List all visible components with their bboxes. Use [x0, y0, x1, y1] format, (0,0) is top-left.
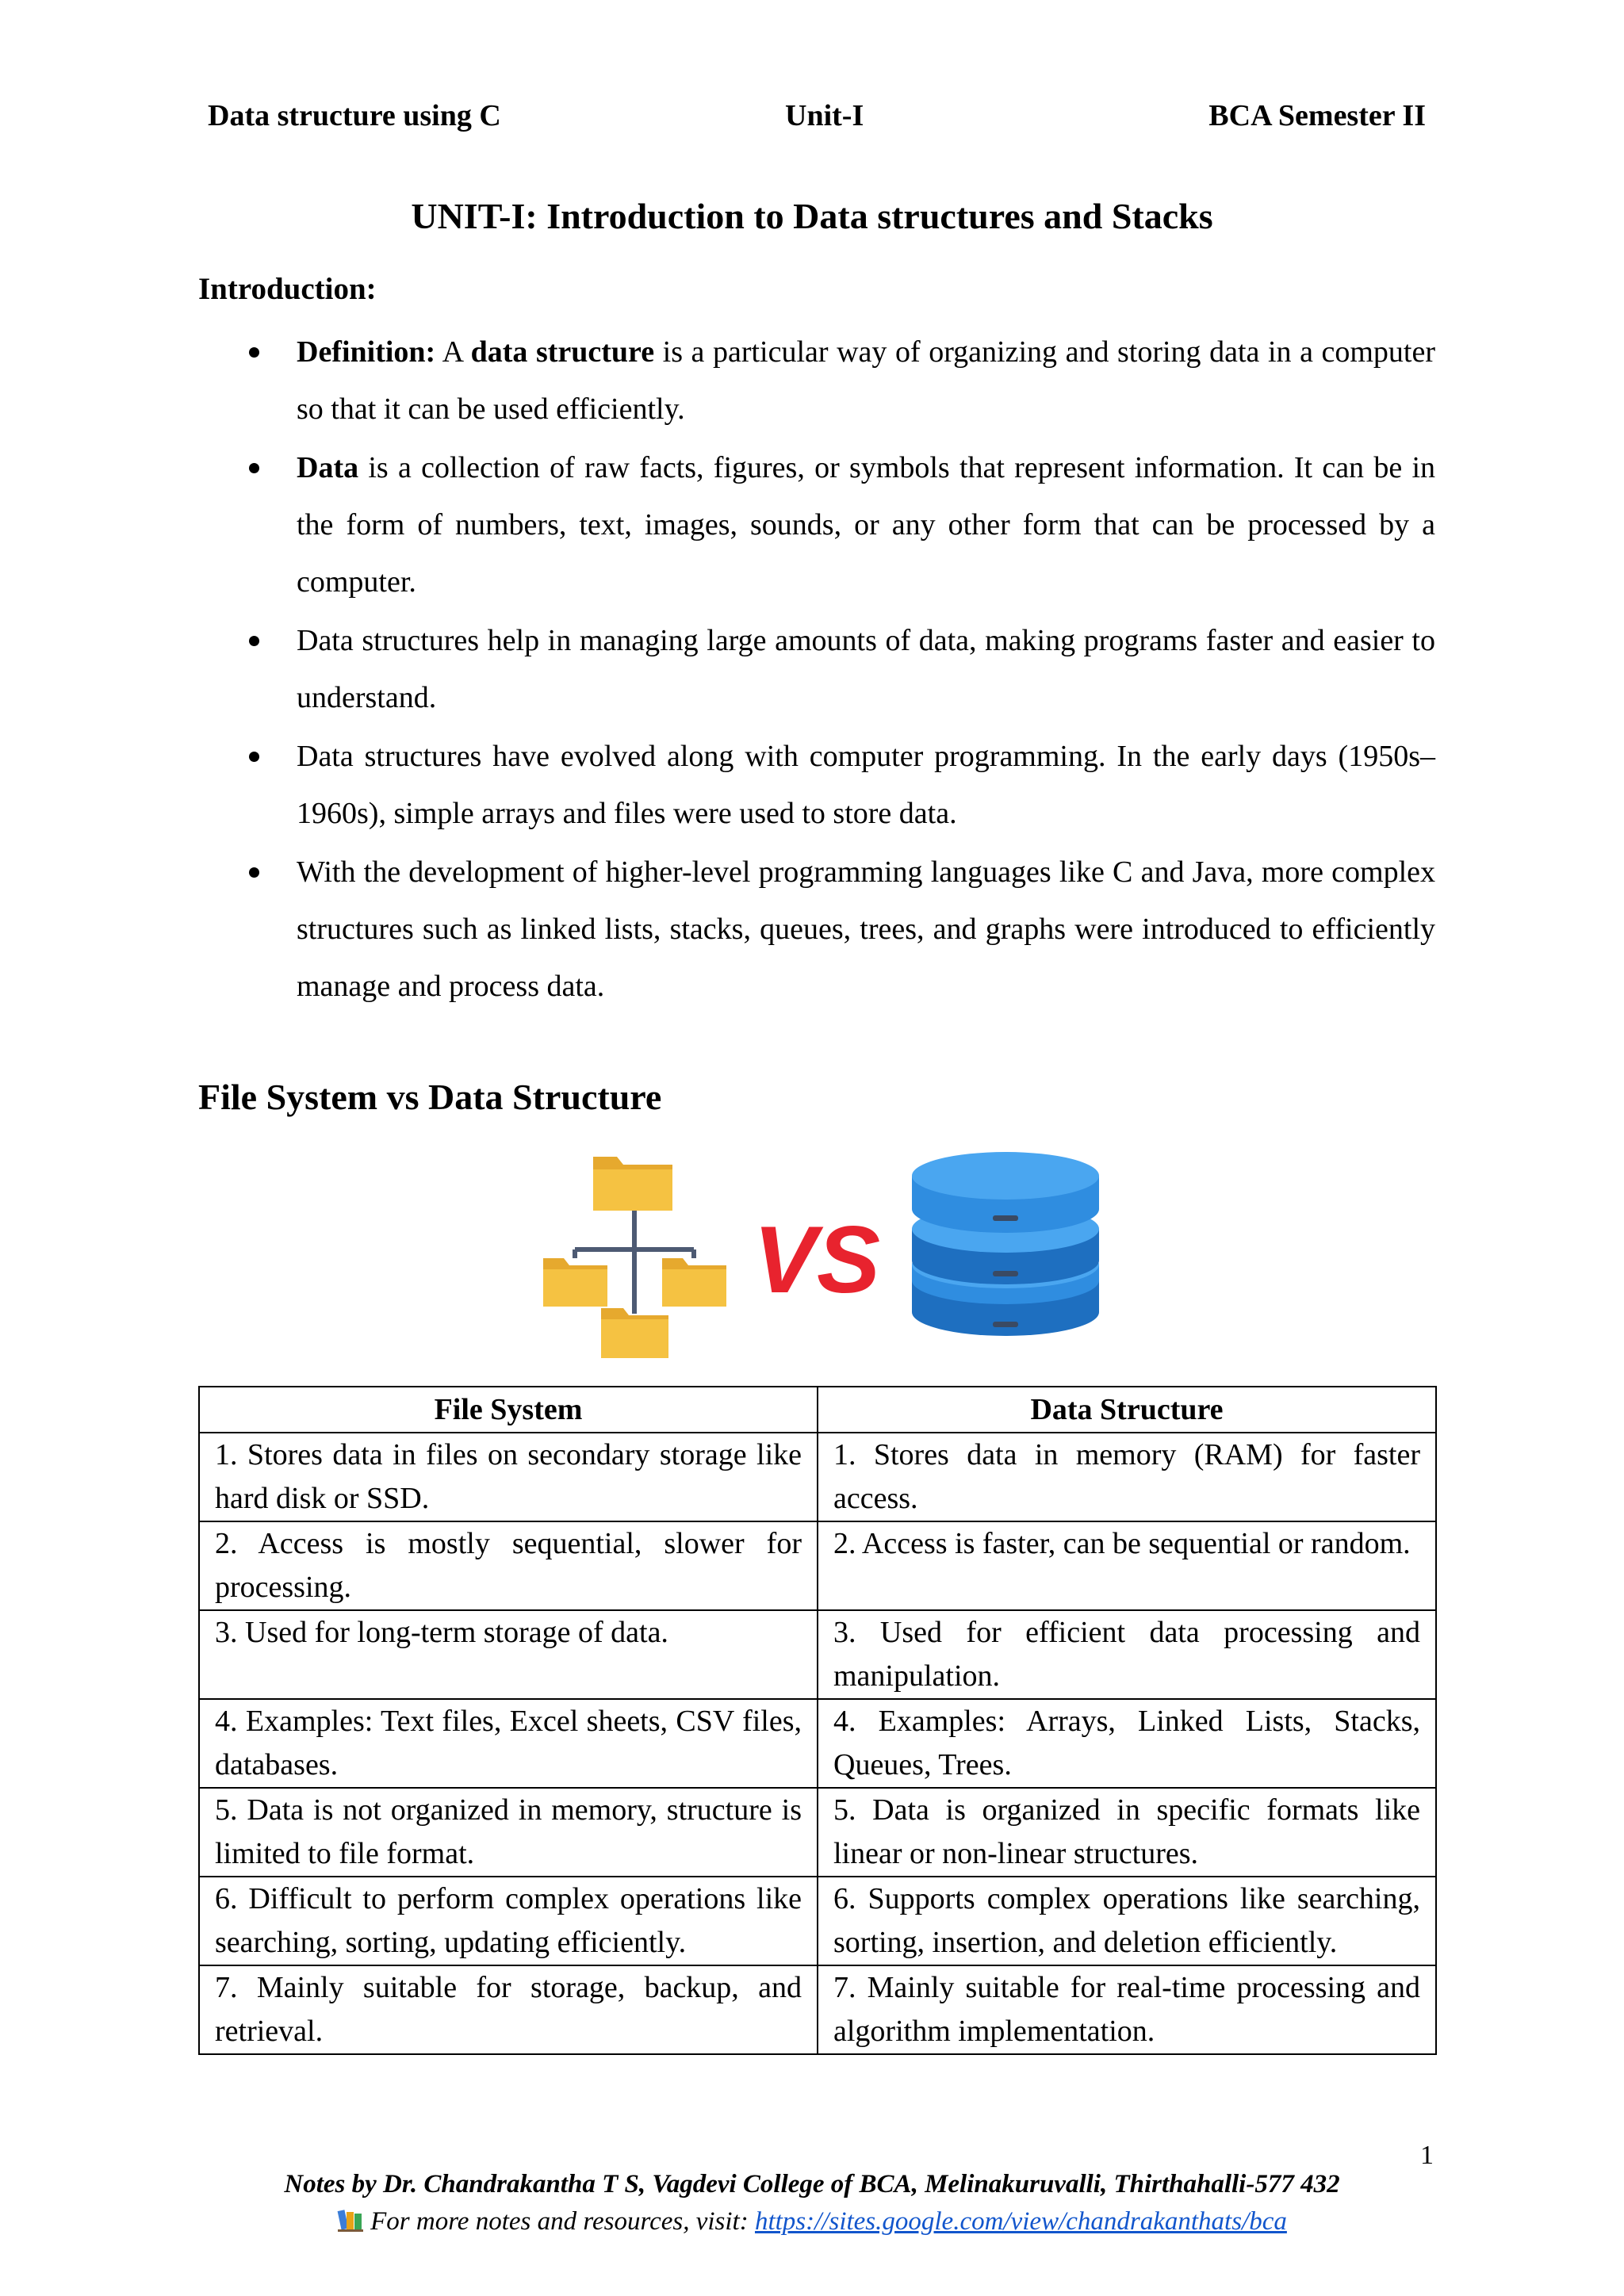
- database-icon: [912, 1152, 1099, 1336]
- list-item: [198, 439, 1435, 610]
- table-cell: 5. Data is not organized in memory, structure is limited to file format.: [199, 1788, 818, 1877]
- table-cell: 6. Supports complex operations like searching, sorting, insertion, and deletion efficiently.: [818, 1877, 1436, 1965]
- header-semester: BCA Semester II: [1208, 99, 1426, 132]
- table-cell: 4. Examples: Text files, Excel sheets, CSV files, databases.: [199, 1699, 818, 1788]
- table-cell: 2. Access is faster, can be sequential or random.: [818, 1521, 1436, 1610]
- header-unit: Unit-I: [785, 99, 864, 132]
- table-row: [199, 1788, 1436, 1877]
- bullet-icon: [249, 347, 259, 358]
- comparison-table: [198, 1386, 1437, 2055]
- table-cell: 6. Difficult to perform complex operations like searching, sorting, updating efficiently.: [199, 1877, 818, 1965]
- table-cell: 1. Stores data in memory (RAM) for faster access.: [818, 1433, 1436, 1521]
- table-row: [199, 1699, 1436, 1788]
- list-item: [198, 844, 1435, 1015]
- bullet-icon: [249, 867, 259, 878]
- list-item: [198, 728, 1435, 842]
- table-cell: 5. Data is organized in specific formats like linear or non-linear structures.: [818, 1788, 1436, 1877]
- table-cell: 1. Stores data in files on secondary storage like hard disk or SSD.: [199, 1433, 818, 1521]
- bullet-icon: [249, 463, 259, 473]
- resources-link[interactable]: https://sites.google.com/view/chandrakanthats/bca: [754, 2207, 1287, 2236]
- table-header-row: [199, 1387, 1436, 1433]
- table-row: [199, 1965, 1436, 2054]
- table-row: [199, 1433, 1436, 1521]
- table-row: [199, 1610, 1436, 1699]
- bullet-icon: [249, 636, 259, 646]
- table-cell: 7. Mainly suitable for storage, backup, and retrieval.: [199, 1965, 818, 2054]
- file-system-vs-database-illustration: [0, 1146, 1624, 1360]
- bullet-text: is a particular way of organizing and storing data in a computer so that it can be used efficiently.: [297, 335, 1436, 426]
- footer-author-line: Notes by Dr. Chandrakantha T S, Vagdevi College of BCA, Melinakuruvalli, Thirthahalli-577 432: [284, 2170, 1340, 2198]
- bullet-icon: [249, 752, 259, 762]
- table-row: [199, 1521, 1436, 1610]
- table-row: [199, 1877, 1436, 1965]
- table-cell: 3. Used for efficient data processing and manipulation.: [818, 1610, 1436, 1699]
- bullet-text: With the development of higher-level programming languages like C and Java, more complex structures such as linked lists, stacks, queues, trees, and graphs were introduced to efficiently manage and process data.: [297, 855, 1435, 1003]
- vs-label: VS: [753, 1207, 881, 1313]
- bullet-text: Data structures have evolved along with computer programming. In the early days (1950s–1960s), simple arrays and files were used to store data.: [297, 740, 1435, 830]
- page-number: 1: [1420, 2141, 1434, 2170]
- footer-resources-prefix: For more notes and resources, visit:: [370, 2207, 755, 2236]
- bullet-text: A: [435, 335, 471, 369]
- table-cell: 3. Used for long-term storage of data.: [199, 1610, 818, 1699]
- page-title: UNIT-I: Introduction to Data structures and Stacks: [411, 196, 1213, 236]
- folder-tree-icon: [543, 1157, 726, 1358]
- header-course: Data structure using C: [208, 99, 501, 132]
- bullet-text: Data structures help in managing large amounts of data, making programs faster and easier to understand.: [297, 624, 1435, 714]
- list-item: [198, 323, 1435, 438]
- table-cell: 4. Examples: Arrays, Linked Lists, Stacks, Queues, Trees.: [818, 1699, 1436, 1788]
- section-heading: File System vs Data Structure: [198, 1077, 662, 1117]
- bullet-text: is a collection of raw facts, figures, or symbols that represent information. It can be in the form of numbers, text, images, sounds, or any other form that can be processed by a computer.: [297, 451, 1435, 599]
- footer-resources-line: [0, 2207, 1624, 2237]
- list-item: [198, 612, 1435, 726]
- table-cell: 2. Access is mostly sequential, slower for processing.: [199, 1521, 818, 1610]
- term-data: Data: [297, 451, 359, 484]
- term-data-structure: data structure: [470, 335, 655, 369]
- definition-label: Definition:: [297, 335, 436, 369]
- column-header-file-system: File System: [199, 1387, 818, 1433]
- books-icon: [337, 2207, 364, 2233]
- column-header-data-structure: Data Structure: [818, 1387, 1436, 1433]
- intro-bullet-list: [198, 323, 1435, 1016]
- table-cell: 7. Mainly suitable for real-time processing and algorithm implementation.: [818, 1965, 1436, 2054]
- intro-heading: Introduction:: [198, 272, 377, 306]
